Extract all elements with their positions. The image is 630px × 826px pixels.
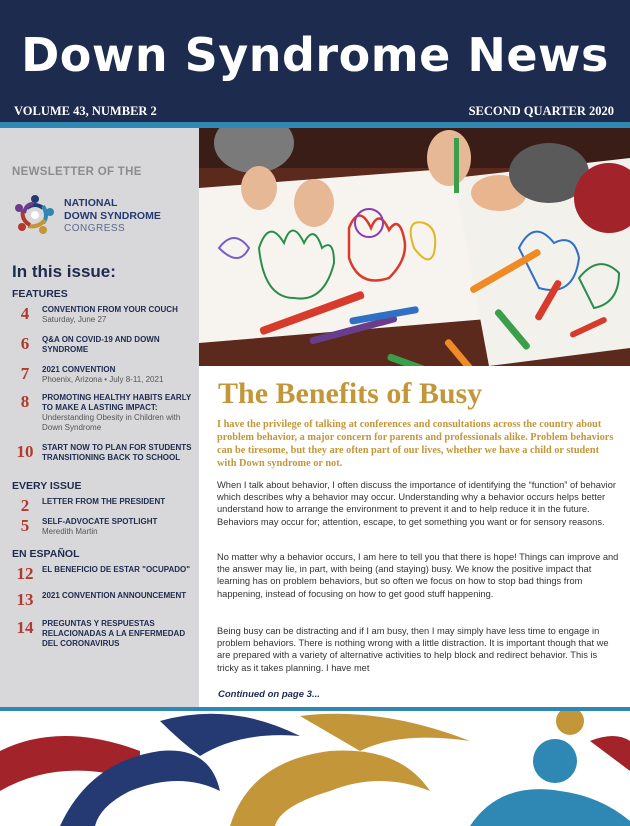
article-lede: I have the privilege of talking at conferences and consultations across the country about problem behavior, a major concern for parents and professionals alike. Problem behaviors can be tiresome, but they are often part of our lives, whether we have a child or student with Down syndrome or not. [217,419,614,469]
toc-title: Q&A ON COVID-19 AND DOWN SYNDROME [42,335,160,354]
ndsc-emblem-icon [12,192,58,238]
toc-title: 2021 CONVENTION ANNOUNCEMENT [42,591,187,600]
article-title: The Benefits of Busy [218,377,483,410]
ndsc-logo [12,190,192,240]
newsletter-of-label: NEWSLETTER OF THE [12,166,142,178]
toc-title: EL BENEFICIO DE ESTAR "OCUPADO" [42,565,191,574]
continued-link[interactable]: Continued on page 3... [218,689,320,700]
features-heading: FEATURES [12,288,68,300]
toc-title: LETTER FROM THE PRESIDENT [42,497,166,506]
toc-title: PREGUNTAS Y RESPUESTAS RELACIONADAS A LA ENFERMEDAD DEL CORONAVIRUS [42,619,186,648]
decorative-swoosh-graphic [0,711,630,826]
toc-subtitle: Meredith Martin [42,527,98,536]
volume-number: VOLUME 43, NUMBER 2 [14,104,157,118]
toc-title: 2021 CONVENTION [42,365,116,374]
toc-page-number: 10 [16,442,34,461]
toc-page-number: 5 [20,516,30,535]
masthead [0,0,630,122]
every-issue-heading: EVERY ISSUE [12,480,82,492]
issue-quarter: SECOND QUARTER 2020 [468,104,614,118]
article-paragraph: When I talk about behavior, I often discuss the importance of identifying the “function” of behavior which describes why a behavior may occur. Understanding why a behavior occurs helps better understand how to arrange the environment to prevent it and to help reduce it in the future. Behaviors may occur for; attention, escape, to get something you want or for sensory reasons. [217,480,616,527]
children-drawing-image [199,128,630,366]
logo-text-line2: DOWN SYNDROME [64,210,161,222]
toc-page-number: 8 [20,392,30,411]
toc-page-number: 6 [20,334,30,353]
newsletter-title: Down Syndrome News [21,28,609,82]
toc-title: START NOW TO PLAN FOR STUDENTS TRANSITIONING BACK TO SCHOOL [42,443,192,462]
toc-subtitle: Phoenix, Arizona • July 8-11, 2021 [42,375,164,384]
article-paragraph: Being busy can be distracting and if I am busy, then I may simply have less time to engage in problem behaviors. There is nothing wrong with a little distraction. It is important though that we are prepared with a variety of alternative activities to help block and redirect behavior. This is tricky as it takes planning. I have met [217,626,609,673]
toc-title: CONVENTION FROM YOUR COUCH [42,305,178,314]
toc-title: SELF-ADVOCATE SPOTLIGHT [42,517,158,526]
article-paragraph: No matter why a behavior occurs, I am here to tell you that there is hope! Things can improve and the answer may lie, in part, with being (and staying) busy. We know the positive impact that learning has on problem behaviors, but so often we focus on how to stop bad things from happening, instead of focusing on how to get good stuff happening. [217,552,619,599]
sidebar [0,128,199,708]
footer-decoration [0,711,630,826]
in-this-issue-heading: In this issue: [12,262,116,281]
toc-subtitle: Saturday, June 27 [42,315,107,324]
cover-photo [199,128,630,366]
logo-text-line1: NATIONAL [64,197,118,209]
toc-page-number: 14 [16,618,34,637]
espanol-heading: EN ESPAÑOL [12,548,80,560]
logo-text-line3: CONGRESS [64,223,126,234]
toc-page-number: 4 [20,304,30,323]
toc-subtitle: Understanding Obesity in Children with Down Syndrome [42,413,181,432]
toc-title: PROMOTING HEALTHY HABITS EARLY TO MAKE A LASTING IMPACT: [42,393,192,412]
toc-page-number: 2 [20,496,30,515]
toc-page-number: 12 [16,564,34,583]
toc-page-number: 7 [20,364,30,383]
toc-page-number: 13 [16,590,34,609]
